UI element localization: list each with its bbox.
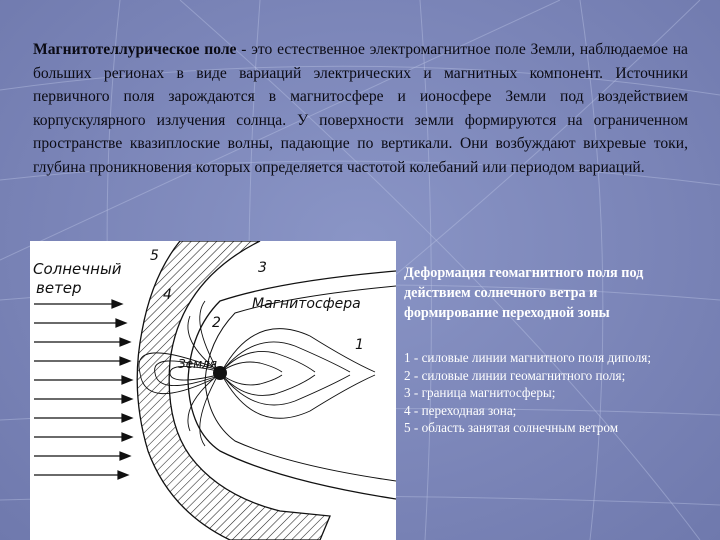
legend-item: 1 - силовые линии магнитного поля диполя; bbox=[404, 350, 652, 365]
number-label-1: 1 bbox=[355, 337, 364, 353]
intro-paragraph bbox=[33, 38, 688, 180]
figure-legend bbox=[404, 349, 716, 437]
legend-item: 3 - граница магнитосферы; bbox=[404, 385, 556, 401]
magnetosphere-diagram bbox=[30, 241, 396, 540]
legend-item: 5 - область занятая солнечным ветром bbox=[404, 420, 619, 436]
earth-label: Земля bbox=[178, 357, 218, 371]
intro-term: Магнитотеллурическое поле bbox=[33, 41, 237, 58]
magnetosphere-label: Магнитосфера bbox=[252, 296, 361, 312]
magnetosphere-figure bbox=[30, 241, 396, 540]
bow-shock-region bbox=[137, 241, 330, 540]
legend-item: 4 - переходная зона; bbox=[404, 402, 517, 418]
number-label-3: 3 bbox=[258, 260, 267, 276]
figure-caption-title: Деформация геомагнитного поля под действием солнечного ветра и формирование переходной зоны bbox=[404, 265, 644, 321]
intro-body: - это естественное электромагнитное поле Земли, наблюдаемое на больших регионах в виде вариаций электрических и магнитных компонент. Источники первичного поля зарождаются в магнитосфере и ионосфере Земли под воздействием корпускулярного излучения солнца. У поверхности земли формируются на ограниченном пространстве квазиплоские волны, падающие по вертикали. Они возбуждают вихревые токи, глубина проникновения которых определяется частотой колебаний или периодом вариаций. bbox=[33, 41, 688, 176]
number-label-4: 4 bbox=[163, 287, 172, 303]
solar-wind-arrows bbox=[34, 300, 132, 479]
solar-wind-label-2: ветер bbox=[36, 279, 82, 297]
legend-item: 2 - силовые линии геомагнитного поля; bbox=[404, 367, 626, 383]
number-label-2: 2 bbox=[212, 315, 221, 331]
solar-wind-label-1: Солнечный bbox=[33, 260, 122, 278]
number-label-5: 5 bbox=[150, 248, 159, 264]
